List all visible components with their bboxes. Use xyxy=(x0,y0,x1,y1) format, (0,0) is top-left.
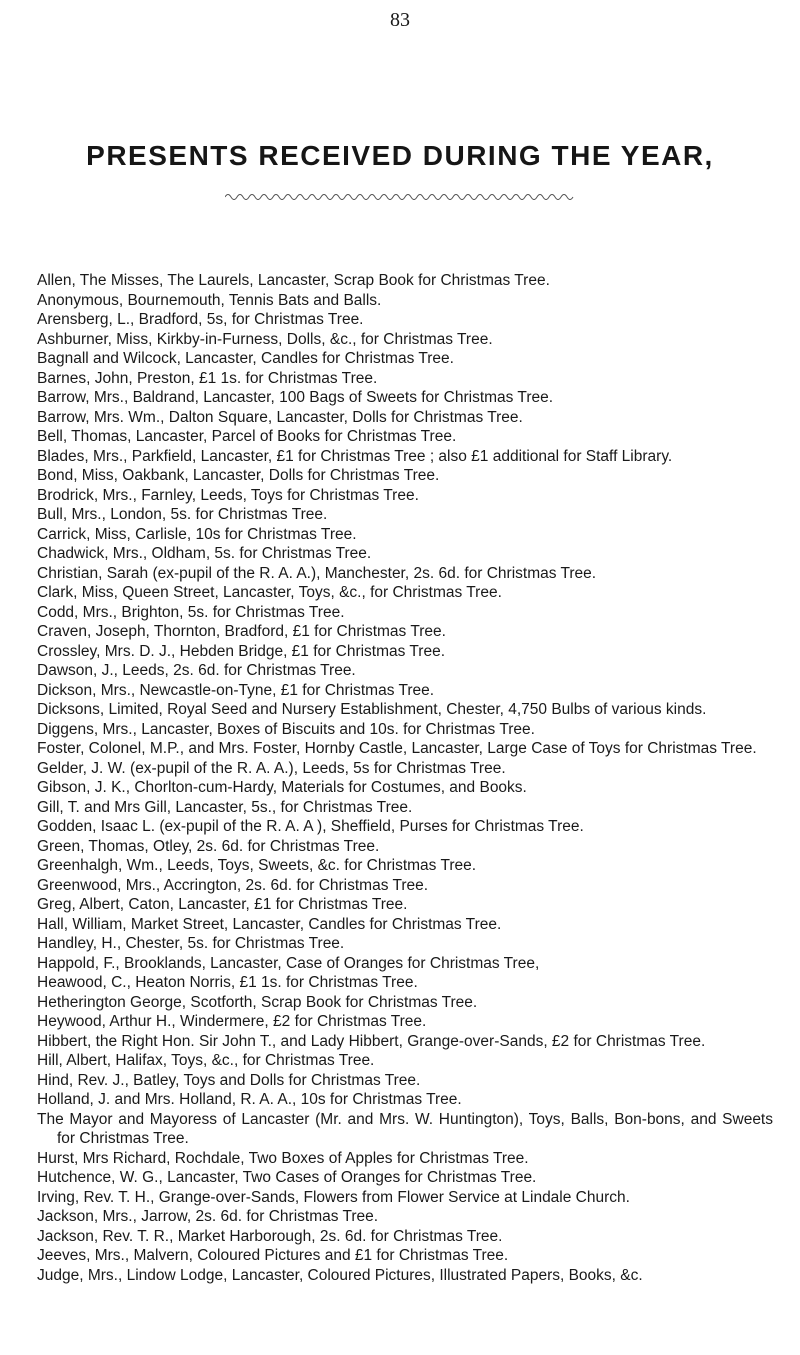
list-item: Dawson, J., Leeds, 2s. 6d. for Christmas Tree. xyxy=(37,662,356,679)
list-item: Barrow, Mrs. Wm., Dalton Square, Lancaster, Dolls for Christmas Tree. xyxy=(37,408,523,426)
list-item: Bagnall and Wilcock, Lancaster, Candles for Christmas Tree. xyxy=(37,350,454,367)
list-item: Hetherington George, Scotforth, Scrap Book for Christmas Tree. xyxy=(37,993,478,1011)
list-item: Greenhalgh, Wm., Leeds, Toys, Sweets, &c. for Christmas Tree. xyxy=(37,857,477,874)
list-item: Barnes, John, Preston, £1 1s. for Christmas Tree. xyxy=(37,369,378,387)
list-item: Heywood, Arthur H., Windermere, £2 for Christmas Tree. xyxy=(37,1013,427,1030)
list-item: Gill, T. and Mrs Gill, Lancaster, 5s., for Christmas Tree. xyxy=(37,798,413,816)
list-item: Hall, William, Market Street, Lancaster, Candles for Christmas Tree. xyxy=(37,915,502,933)
list-item: Ashburner, Miss, Kirkby-in-Furness, Dolls, &c., for Christmas Tree. xyxy=(37,330,493,348)
list-item: Bell, Thomas, Lancaster, Parcel of Books for Christmas Tree. xyxy=(37,428,457,445)
list-item: Arensberg, L., Bradford, 5s, for Christmas Tree. xyxy=(37,311,364,328)
list-item: Brodrick, Mrs., Farnley, Leeds, Toys for Christmas Tree. xyxy=(37,486,419,504)
list-item: Diggens, Mrs., Lancaster, Boxes of Biscuits and 10s. for Christmas Tree. xyxy=(37,720,535,738)
list-item: Carrick, Miss, Carlisle, 10s for Christmas Tree. xyxy=(37,525,357,543)
list-item: Chadwick, Mrs., Oldham, 5s. for Christmas Tree. xyxy=(37,545,372,562)
page-number: 83 xyxy=(390,9,410,31)
list-item: The Mayor and Mayoress of Lancaster (Mr. and Mrs. W. Huntington), Toys, Balls, Bon-bons, and Sweets for Christmas Tree. xyxy=(37,1110,773,1147)
page-title: PRESENTS RECEIVED DURING THE YEAR, xyxy=(86,140,714,171)
list-item: Greg, Albert, Caton, Lancaster, £1 for Christmas Tree. xyxy=(37,896,408,913)
list-item: Barrow, Mrs., Baldrand, Lancaster, 100 Bags of Sweets for Christmas Tree. xyxy=(37,389,554,406)
list-item: Irving, Rev. T. H., Grange-over-Sands, Flowers from Flower Service at Lindale Church. xyxy=(37,1188,630,1206)
presents-list xyxy=(37,271,773,1285)
list-item: Bull, Mrs., London, 5s. for Christmas Tree. xyxy=(37,506,328,523)
list-item: Craven, Joseph, Thornton, Bradford, £1 for Christmas Tree. xyxy=(37,623,446,640)
list-item: Hill, Albert, Halifax, Toys, &c., for Christmas Tree. xyxy=(37,1052,375,1069)
list-item: Hibbert, the Right Hon. Sir John T., and Lady Hibbert, Grange-over-Sands, £2 for Christmas Tree. xyxy=(37,1032,706,1050)
list-item: Judge, Mrs., Lindow Lodge, Lancaster, Coloured Pictures, Illustrated Papers, Books, &c. xyxy=(37,1266,643,1284)
list-item: Holland, J. and Mrs. Holland, R. A. A., 10s for Christmas Tree. xyxy=(37,1091,462,1108)
list-item: Christian, Sarah (ex-pupil of the R. A. A.), Manchester, 2s. 6d. for Christmas Tree. xyxy=(37,564,597,582)
list-item: Allen, The Misses, The Laurels, Lancaster, Scrap Book for Christmas Tree. xyxy=(37,272,550,289)
list-item: Codd, Mrs., Brighton, 5s. for Christmas Tree. xyxy=(37,603,345,621)
list-item: Handley, H., Chester, 5s. for Christmas Tree. xyxy=(37,935,345,952)
list-item: Jackson, Mrs., Jarrow, 2s. 6d. for Christmas Tree. xyxy=(37,1208,379,1225)
list-item: Dicksons, Limited, Royal Seed and Nursery Establishment, Chester, 4,750 Bulbs of various kinds. xyxy=(37,701,707,718)
list-item: Godden, Isaac L. (ex-pupil of the R. A. A ), Sheffield, Purses for Christmas Tree. xyxy=(37,818,584,835)
list-item: Hutchence, W. G., Lancaster, Two Cases of Oranges for Christmas Tree. xyxy=(37,1169,537,1186)
wavy-divider xyxy=(225,190,575,202)
list-item: Dickson, Mrs., Newcastle-on-Tyne, £1 for Christmas Tree. xyxy=(37,681,435,699)
list-item: Jeeves, Mrs., Malvern, Coloured Pictures and £1 for Christmas Tree. xyxy=(37,1247,509,1264)
list-item: Gelder, J. W. (ex-pupil of the R. A. A.), Leeds, 5s for Christmas Tree. xyxy=(37,759,506,777)
list-item: Happold, F., Brooklands, Lancaster, Case of Oranges for Christmas Tree, xyxy=(37,954,540,972)
list-item: Gibson, J. K., Chorlton-cum-Hardy, Materials for Costumes, and Books. xyxy=(37,779,527,796)
list-item: Crossley, Mrs. D. J., Hebden Bridge, £1 for Christmas Tree. xyxy=(37,642,446,660)
list-item: Jackson, Rev. T. R., Market Harborough, 2s. 6d. for Christmas Tree. xyxy=(37,1227,503,1245)
list-item: Hurst, Mrs Richard, Rochdale, Two Boxes of Apples for Christmas Tree. xyxy=(37,1149,529,1167)
list-item: Heawood, C., Heaton Norris, £1 1s. for Christmas Tree. xyxy=(37,974,418,991)
list-item: Green, Thomas, Otley, 2s. 6d. for Christmas Tree. xyxy=(37,837,380,855)
list-item: Anonymous, Bournemouth, Tennis Bats and Balls. xyxy=(37,291,382,309)
list-item: Clark, Miss, Queen Street, Lancaster, Toys, &c., for Christmas Tree. xyxy=(37,584,502,601)
list-item: Foster, Colonel, M.P., and Mrs. Foster, Hornby Castle, Lancaster, Large Case of Toys for Christmas Tree. xyxy=(37,740,757,757)
list-item: Hind, Rev. J., Batley, Toys and Dolls for Christmas Tree. xyxy=(37,1071,421,1089)
list-item: Greenwood, Mrs., Accrington, 2s. 6d. for Christmas Tree. xyxy=(37,876,429,894)
list-item: Blades, Mrs., Parkfield, Lancaster, £1 for Christmas Tree ; also £1 additional for Staff Library. xyxy=(37,447,673,465)
list-item: Bond, Miss, Oakbank, Lancaster, Dolls for Christmas Tree. xyxy=(37,467,440,484)
